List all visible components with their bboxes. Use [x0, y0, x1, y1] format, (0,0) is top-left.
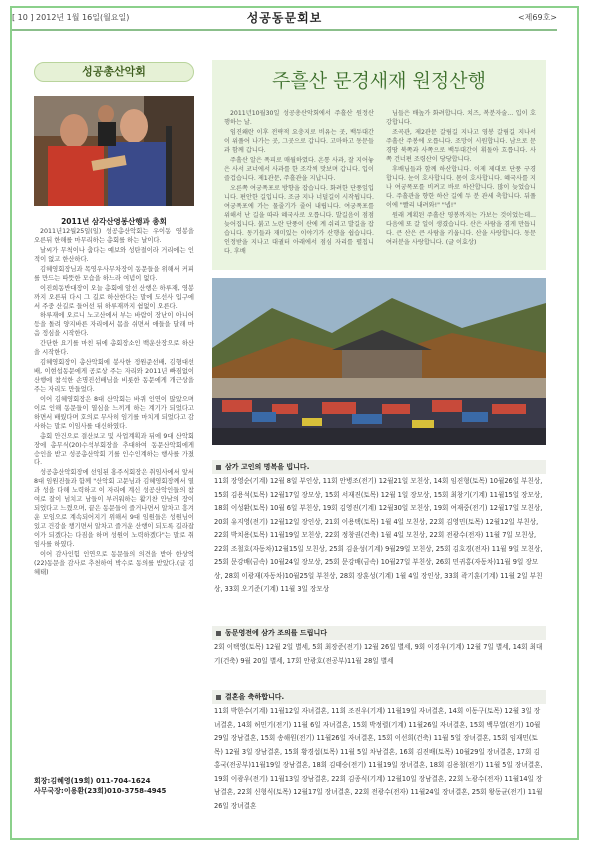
issue-date: [ 10 ] 2012년 1월 16일(월요일): [12, 13, 130, 22]
club-article-title: 2011년 삼각산영봉산행과 총회: [61, 217, 167, 226]
paragraph: 이진희동반대장이 오늘 총회에 앞선 산행은 하루재, 영봉까지 오른뒤 다시 그 길로 하산한다는 말에 도선사 입구에서 주중 산길로 들어선 뒤 하루재까지 쉼없이 오른다.: [34, 284, 194, 310]
paragraph: 간단한 요기를 마친 뒤에 총회장소인 백운산장으로 하산을 시작한다.: [34, 340, 194, 357]
feature-article-title: 주흘산 문경새재 원정산행: [272, 70, 486, 92]
club-title-badge: 성공총산악회: [34, 62, 194, 82]
club-contact: [34, 777, 194, 797]
paragraph: 2011년10월30일 성공총산악회에서 주흘산 원정산행하는 날.: [224, 110, 374, 126]
paragraph: 원래 계획된 주흘산 영봉까지는 가보는 것이었는데... 다음에 또 갈 일이 생겼습니다. 산은 사람을 겸게 만듭니다. 큰 산은 큰 사람을 키웁니다. 산을 사랑합니다. 동문 여러분을 사랑합니다. (글 이효상): [386, 211, 536, 246]
paragraph: 님들은 배높가 화려합니다. 치즈, 복분자술... 입이 호강합니다.: [386, 110, 536, 126]
paragraph: 총회 안건으로 결산보고 및 사업계획과 뒤에 9대 산악회장에 총무식(20)수석부회장을 추대하여 동문산악회에게 승인을 받고 성공총산악회 기를 인수인계하는 행사를 가졌다.: [34, 432, 194, 467]
square-bullet-icon: [216, 695, 221, 700]
section-body: 11회 장영순(기계) 12월 8일 부인상, 11회 안병조(전기) 12월21일 모친상, 14회 임진형(토목) 10월26일 부친상, 15회 김용석(토목) 12월17일 장모상, 15회 서재진(토목) 12월 1일 장모상, 15회 최창기(기계) 11월15일 장모상, 18회 이성환(토목) 10월 6일 부친상, 19회 김영진(기계) 12월30일 모친상, 19회 여재중(전기) 12월17일 모친상, 20회 유지영(전기) 12월12일 장인상, 21회 이용택(토목) 1월 4일 모친상, 22회 김영민(토목) 12월12일 부친상, 22회 박치용(토목) 11월19일 모친상, 22회 정창권(건축) 1월 4일 모친상, 22회 전광수(전자) 11월 7일 모친상, 22회 조철호(자동차)12월15일 모친상, 25회 김윤성(기계) 9월29일 모친상, 25회 김호경(전자) 11월 9일 모친상, 25회 문강배(금속) 10월24일 장모상, 25회 문강배(금속) 10월27일 부친상, 26회 민귀홍(자동차)11월 9일 장모상, 28회 이광재(자동차)10월25일 부친상, 28회 장훈성(기계) 1월 4일 장인상, 33회 곽기훈(기계) 11월 2일 부친상, 33회 오기준(기계) 11월 3일 장모상: [214, 477, 543, 594]
paragraph: 임진왜란 이후 전략적 요충지로 비유는 곳, 백두대간이 위풀어 나가는 곳, 그곳으로 갑니다. 고마하고 동문들과 함께 갑니다.: [224, 128, 374, 154]
section-heading: 삼가 고인의 명복을 빕니다.: [212, 460, 546, 474]
paragraph: 김혜영회장님과 목영우사무차장이 동문들을 위해서 커피를 만드는 따뜻한 모습을 하느라 여념이 없다.: [34, 265, 194, 282]
paragraph: 조곡관, 제2관문 갈림길 지나고 영봉 갈림길 지나서 주흘산 주봉에 오릅니다. 조망이 시원합니다. 남으로 문경땅 북쪽과 사쪽으로 백두대간이 휘돌아 흐릅니다. 사쪽 건너편 조령산이 당당합니다.: [386, 128, 536, 163]
issue-number: <제69호>: [517, 13, 557, 22]
paragraph: 성공총산악회장에 선임된 홍주식회장은 취임사에서 앞서 8대 임원진들과 함께 "산악회 고문님과 김혜영회장께서 열과 성을 다해 노력하고 이 자리에 계신 성공산악인들의 참여로 잘이 넘치고 남들이 부러워하는 활기찬 안남의 장이 되었다고 느꼈으며, 끝은 동문들이 즐거나면서 알차고 흥겨운 모임으로 계속되어지기 위해서 9대 임원들은 성원님이 있고 건강을 챙기면서 알차고 즐거운 산행이 되도록 길라잡이가 되겠다는 다짐을 하며 성원이 노력하겠다"는 말로 취임사를 하였다.: [34, 469, 194, 548]
secretary-contact: 사무국장:이용환(23회)010-3758-4945: [34, 786, 167, 795]
paragraph: 하루재에 오르니 노고산에서 부는 바람이 장난이 아니어 등을 돌려 양지바른 자리에서 몸을 쉬면서 애들을 달래 마음 정심을 시작한다.: [34, 312, 194, 338]
obituary-section: [212, 626, 546, 669]
wedding-section: [212, 690, 546, 814]
square-bullet-icon: [216, 631, 221, 636]
condolences-section: [212, 460, 546, 598]
paragraph: 오른쪽 여궁폭포로 방향을 잡습니다. 화려한 단풍잎입니다. 편안한 길입니다. 조금 지나 너덜길이 시작됩니다. 여궁폭포에 가는 물줄기가 줄어 내립니다. 여궁폭포를 위해서 난 길을 따라 혜국사로 오릅니다. 발길음이 점점 늦어집니다. 붉고 노란 단풍이 산에 계 쉬리고 발길을 잡습니다. 동기들과 재미있는 이야기가 산행을 쉽습니다. 인정받을 지나고 대궐터 아래에서 점심 자리를 펼칩니다. 후배: [224, 184, 374, 255]
page-header: [12, 8, 557, 28]
president-contact: 회장:김혜영(19회) 011-704-1624: [34, 777, 151, 785]
article-column-2: [386, 110, 536, 258]
paragraph: 김혜영회장이 총산악회에 봉사한 정원준선배, 김형대선배, 이현섭동문에게 공로상 주는 자리와 2011년 빠짐없이 산행에 참석한 손명진선배님을 비롯한 동문에게 개근상을 주는 자리도 만들었다.: [34, 359, 194, 393]
square-bullet-icon: [216, 465, 221, 470]
paragraph: 이어 감사인힘 인연으로 동문들의 의견을 받아 한상억(22)동문을 감사로 추천하여 박수로 동의를 받았다.(글 김혜태): [34, 550, 194, 576]
award-photo: [34, 96, 194, 206]
paragraph: 이어 김혜영회장은 8대 산악회는 바퀴 인연이 많았으며 이로 인해 동문들이 열심을 느끼게 하는 계기가 되었다고 하면서 배웠다며 호의로 무사히 임기를 마치게 되었다고 감사하는 말로 이임사를 대신하였다.: [34, 395, 194, 430]
header-divider: [12, 29, 557, 31]
paragraph: 후배님들과 함께 하산합니다. 이제 제대로 단풍 구경합니다. 눈이 호사합니다. 몸이 호사합니다. 혜국사를 지나 여궁폭포를 비켜고 바로 하산합니다. 많이 늦었습니다. 주흘관을 향한 하산 길에 두 분 관세 축합니다. 뒤풀이에 "빨리 내려와!" "넵!": [386, 165, 536, 209]
section-heading: 동문영전에 삼가 조의를 드립니다: [212, 626, 546, 640]
paragraph: 날씨가 무척이나 춥다는 예보와 성탄절이라 거리에는 인적이 없고 한산하다.: [34, 246, 194, 263]
paragraph: 주흘산 알은 폭피로 매월하였다. 온통 사과, 잘 지어놓은 사서 코너에서 사과를 한 조각씩 맛보며 갑니다. 입이 즐겁습니다. 제1관문, 주흘관을 지납니다.: [224, 156, 374, 182]
article-column-1: [224, 110, 374, 258]
group-photo: [212, 278, 546, 445]
section-body: 2회 이택영(토목) 12월 2일 별세, 5회 최장준(전기) 12월 26일 별세, 9회 이경우(기계) 12월 7일 별세, 14회 최대기(건축) 9월 20일 별세, 17회 안광호(전공부)11월 28일 별세: [214, 643, 543, 665]
section-body: 11회 박한수(기계) 11월12일 자녀결혼, 11회 조진우(기계) 11월19일 자녀결혼, 14회 이동구(토목) 12월 3일 장녀결혼, 14회 허민기(전기) 11월 6일 자녀결혼, 15회 박정렬(기계) 11월26일 자녀결혼, 15회 백무열(전기) 10월29일 장남결혼, 15회 송해원(전기) 11월26일 자녀결혼, 15회 이선희(건축) 11월 5일 장녀결혼, 15회 임재민(토목) 12월 3일 장남결혼, 15회 황경섭(토목) 11월 5일 차남결혼, 16회 김진배(토목) 10월29일 장녀결혼, 17회 김홍국(전공부)11월19일 장남결혼, 18회 김태승(전기) 11월19일 장녀결혼, 18회 김용철(전기) 11월 5일 장녀결혼, 19회 이광우(전기) 11월13일 장남결혼, 22회 김종식(기계) 12월10일 장남결혼, 22회 노광수(전자) 11월14일 장남결혼, 22회 신형식(토목) 12월17일 장녀결혼, 22회 전광수(전자) 11월24일 장녀결혼, 25회 왕동균(전기) 11월26일 장녀결혼: [214, 707, 543, 810]
section-heading: 결혼을 축하합니다.: [212, 690, 546, 704]
newsletter-name: 성공동문회보: [246, 11, 323, 25]
feature-article-body: [224, 110, 536, 258]
paragraph: 2011년12월25일(일) 성공총산악회는 우이동 영봉을 오른뒤 한해를 마무리하는 총회를 하는 날이다.: [34, 228, 194, 244]
club-article-body: [34, 228, 194, 579]
